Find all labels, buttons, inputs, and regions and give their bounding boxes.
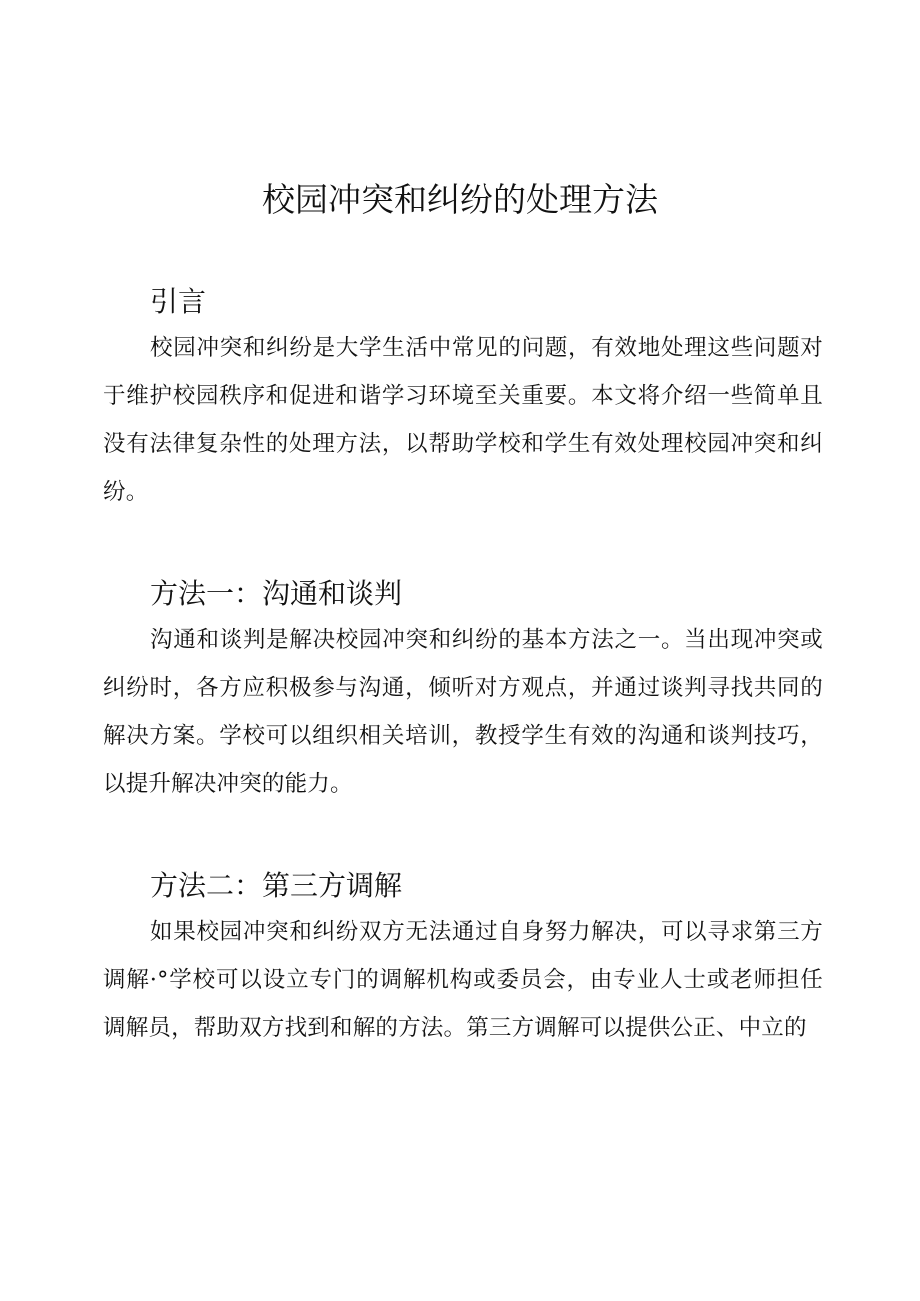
section-heading: 引言 bbox=[150, 285, 207, 318]
section-introduction bbox=[103, 280, 823, 516]
section-paragraph: 沟通和谈判是解决校园冲突和纠纷的基本方法之一。当出现冲突或纠纷时，各方应积极参与沟通，倾听对方观点，并通过谈判寻找共同的解决方案。学校可以组织相关培训，教授学生有效的沟通和谈判技巧，以提升解决冲突的能力。 bbox=[103, 627, 823, 797]
section-paragraph: 如果校园冲突和纠纷双方无法通过自身努力解决，可以寻求第三方调解·°学校可以设立专门的调解机构或委员会，由专业人士或老师担任调解员，帮助双方找到和解的方法。第三方调解可以提供公正、中立的 bbox=[103, 919, 823, 1041]
document-title: 校园冲突和纠纷的处理方法 bbox=[262, 180, 658, 219]
section-method-one bbox=[103, 572, 823, 808]
section-paragraph: 校园冲突和纠纷是大学生活中常见的问题，有效地处理这些问题对于维护校园秩序和促进和谐学习环境至关重要。本文将介绍一些简单且没有法律复杂性的处理方法，以帮助学校和学生有效处理校园冲突和纠纷。 bbox=[103, 335, 823, 505]
section-heading: 方法一：沟通和谈判 bbox=[150, 577, 403, 610]
section-heading: 方法二：第三方调解 bbox=[150, 869, 403, 902]
section-method-two bbox=[103, 864, 823, 1052]
